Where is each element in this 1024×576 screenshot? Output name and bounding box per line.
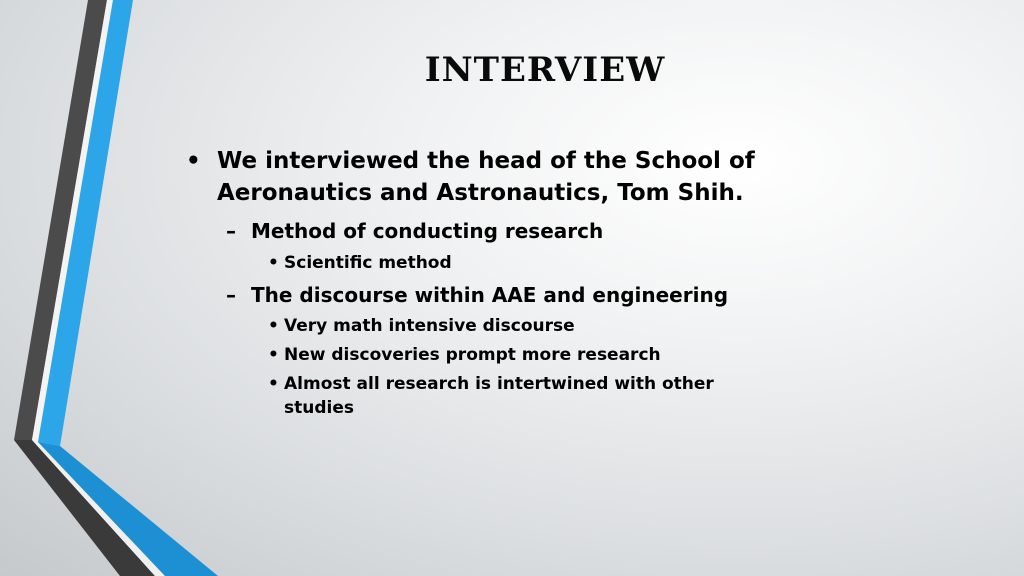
sub-sub-bullet-scientific: Scientific method bbox=[284, 253, 452, 273]
dash-marker: – bbox=[226, 283, 236, 307]
sub-sub-bullet-math: Very math intensive discourse bbox=[284, 316, 575, 336]
sub-sub-bullet-discoveries: New discoveries prompt more research bbox=[284, 345, 661, 365]
bullet-text-1b: Aeronautics and Astronautics, Tom Shih. bbox=[217, 180, 744, 206]
sub-sub-bullet-intertwined-a: Almost all research is intertwined with other bbox=[284, 374, 714, 394]
sub-sub-bullet-intertwined-b: studies bbox=[284, 398, 354, 418]
sub-bullet-method: Method of conducting research bbox=[251, 219, 604, 243]
sub-bullet-discourse: The discourse within AAE and engineering bbox=[251, 283, 729, 307]
sub-bullet-marker: • bbox=[268, 253, 279, 273]
sub-bullet-marker: • bbox=[268, 374, 279, 394]
bullet-text-1a: We interviewed the head of the School of bbox=[217, 148, 755, 174]
dash-marker: – bbox=[226, 219, 236, 243]
bullet-marker: • bbox=[186, 148, 201, 174]
sub-bullet-marker: • bbox=[268, 345, 279, 365]
slide-title: INTERVIEW bbox=[424, 50, 666, 90]
sub-bullet-marker: • bbox=[268, 316, 279, 336]
